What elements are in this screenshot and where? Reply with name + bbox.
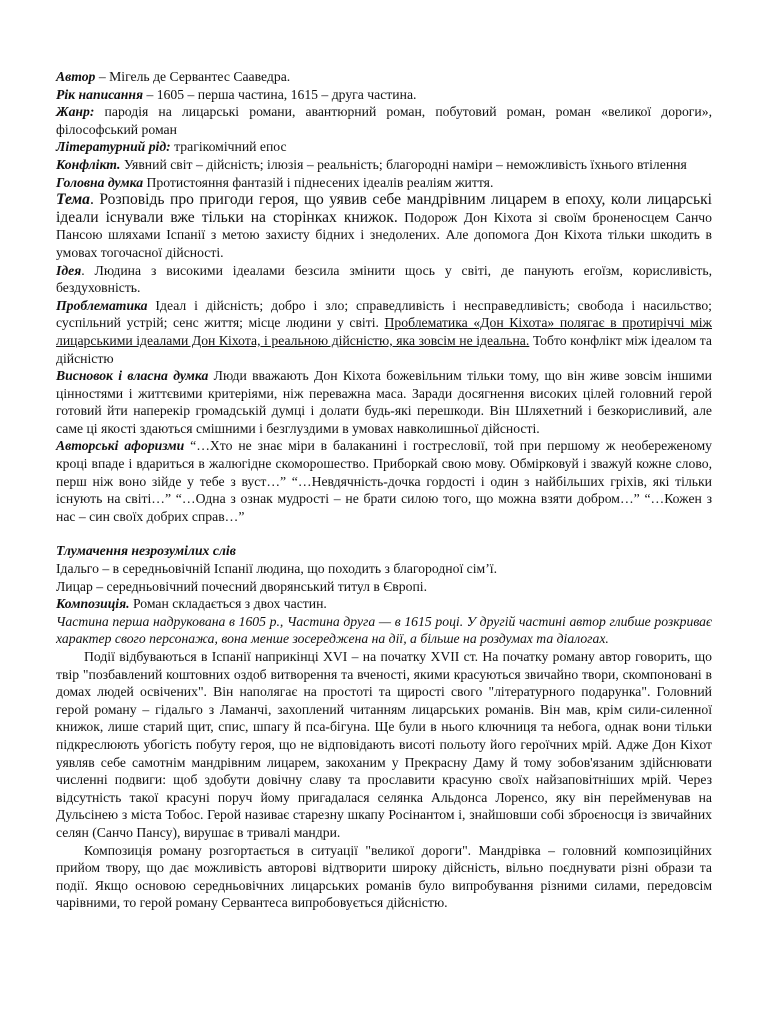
genre-paragraph (56, 103, 712, 138)
composition-line (56, 595, 712, 613)
genre-label: Жанр: (56, 104, 95, 120)
glossary-item: Ідальго – в середньовічній Іспанії людина, що походить з благородної сім’ї. (56, 561, 497, 577)
conflict-label: Конфлікт. (56, 156, 121, 172)
aphorisms-text: “…Хто не знає міри в балаканині і гостресловії, той при першому ж необереженому кроці впаде і вдариться в жалюгідне скоморошество. Приборкай свою мову. Обмірковуй і зважуй кожне слово, перш ніж воно зійде у тебе з вуст…” “…Невдячність-дочка гордості і один з найбільших гріхів, які тільки існують на світі…” “…Одна з ознак мудрості – не брати силою того, що можна взяти добром…” “…Кожен з нас – син своїх добрих справ…” (56, 438, 712, 524)
composition-text: Роман складається з двох частин. (129, 596, 327, 612)
problems-label: Проблематика (56, 297, 148, 313)
problems-paragraph (56, 297, 712, 367)
aphorisms-paragraph (56, 437, 712, 525)
author-line (56, 68, 712, 86)
kind-label: Літературний рід: (56, 139, 171, 155)
year-text: – 1605 – перша частина, 1615 – друга частина. (143, 86, 417, 102)
conflict-paragraph (56, 156, 712, 174)
author-label: Автор (56, 69, 96, 84)
glossary-heading-text: Тлумачення незрозумілих слів (56, 543, 236, 559)
kind-line (56, 138, 712, 156)
glossary-item: Лицар – середньовічний почесний дворянський титул в Європі. (56, 578, 428, 594)
conclusion-label: Висновок і власна думка (56, 368, 209, 384)
theme-text: Подорож Дон Кіхота зі своїм броненосцем Санчо Пансою шляхами Іспанії з метою захисту бідних і знедолених. Але допомога Дон Кіхота тільки шкодить в умовах тогочасної дійсності. (56, 209, 712, 260)
problems-text: Ідеал і дійсність; добро і зло; справедливість і несправедливість; свобода і насильство; суспільний устрій; сенс життя; місце людини у світі. (56, 297, 712, 331)
conclusion-text: Люди вважають Дон Кіхота божевільним тільки тому, що він живе зовсім іншими цінностями і життєвими критеріями, ніж переважна маса. Заради досягнення високих цілей головний герой готовий йти наперекір громадській думці і долати будь-які перешкоди. Він Шляхетний і безкорисливий, але саме ці якості здаються смішними і безглуздими в умовах навколишньої дійсності. (56, 368, 712, 436)
aphorisms-label: Авторські афоризми (56, 438, 185, 454)
composition-label: Композиція. (56, 596, 130, 612)
problems-tail: Тобто конфлікт між ідеалом та дійсністю (56, 332, 712, 366)
genre-text: пародія на лицарські романи, авантюрний роман, побутовий роман, роман «великої дороги», філософський роман (56, 104, 712, 137)
theme-lead-text: . Розповідь про пригоди героя, що уявив себе мандрівним лицарем в епоху, коли лицарські ідеали існували вже тільки на сторінках книжок. (56, 191, 712, 226)
glossary-heading (56, 542, 712, 560)
conflict-text: Уявний світ – дійсність; ілюзія – реальність; благородні наміри – неможливість їхнього втілення (120, 156, 687, 172)
section-spacer (56, 525, 712, 542)
main-idea-text: Протистояння фантазій і піднесених ідеалів реаліям життя. (143, 174, 494, 190)
theme-label: Тема (56, 191, 90, 209)
body-paragraph-2: Композиція роману розгортається в ситуації "великої дороги". Мандрівка – головний композиційних прийом твору, що дає можливість авторові відтворити широку дійсність, вільно поєднувати різні образи та події. Якщо основою середньовічних лицарських романів було випробування різними силами, передовсім чарівними, то герой роману Сервантеса випробовується дійсністю. (56, 842, 712, 911)
year-label: Рік написання (56, 86, 144, 102)
body-paragraph-1: Події відбуваються в Іспанії наприкінці XVI – на початку XVII ст. На початку роману автор говорить, що твір "позбавлений коштовних оздоб витворення та вченості, якими красуються звичайно твори, скомпоновані в домах людей освічених". Він наполягає на простоті та щирості свого "літературного подарунка". Головний герой роману – гідальго з Ламанчі, захоплений читанням лицарських романів. Він мав, крім сили-силенної книжок, лише старий щит, спис, шпагу й пса-бігуна. Ще були в нього ключниця та небога, однак вони тільки підкреслюють убогість побуту героя, що не відповідають висоті польоту його героїчних мрій. Адже Дон Кіхот уявляв себе самотнім мандрівним лицарем, закоханим у Прекрасну Даму й тому зобов'язаним здійснювати численні подвиги: щоб здобути довічну славу та прославити красуню своїх найзаповітніших мрій. Через відсутність такої красуні поруч йому пригадалася селянка Альдонса Лоренсо, яку він перейменував на Дульсінею з міста Тобос. Герой називає старезну шкапу Росінантом і, знайшовши собі зброєносця із звичайних селян (Санчо Пансу), вирушає в тривалі мандри. (56, 649, 712, 840)
idea-text: . Людина з високими ідеалами безсила змінити щось у світі, де панують егоїзм, корисливість, бездуховність. (56, 262, 712, 296)
conclusion-paragraph (56, 367, 712, 437)
problems-underlined: Проблематика «Дон Кіхота» полягає в протиріччі між лицарськими ідеалами Дон Кіхота, і реальною дійсністю, яка зовсім не ідеальна. (56, 315, 713, 348)
main-idea-label: Головна думка (56, 174, 144, 190)
parts-note: Частина перша надрукована в 1605 р., Частина друга — в 1615 році. У другій частині автор глибше розкриває характер свого персонажа, вона менше зосереджена на дії, а більше на роздумах та діалогах. (56, 613, 712, 647)
theme-paragraph (56, 191, 712, 261)
year-line (56, 86, 712, 104)
idea-label: Ідея (56, 262, 82, 278)
author-text: – Мігель де Сервантес Сааведра. (95, 69, 291, 84)
main-idea-line (56, 174, 712, 192)
idea-paragraph (56, 262, 712, 297)
kind-text: трагікомічний епос (170, 139, 287, 155)
